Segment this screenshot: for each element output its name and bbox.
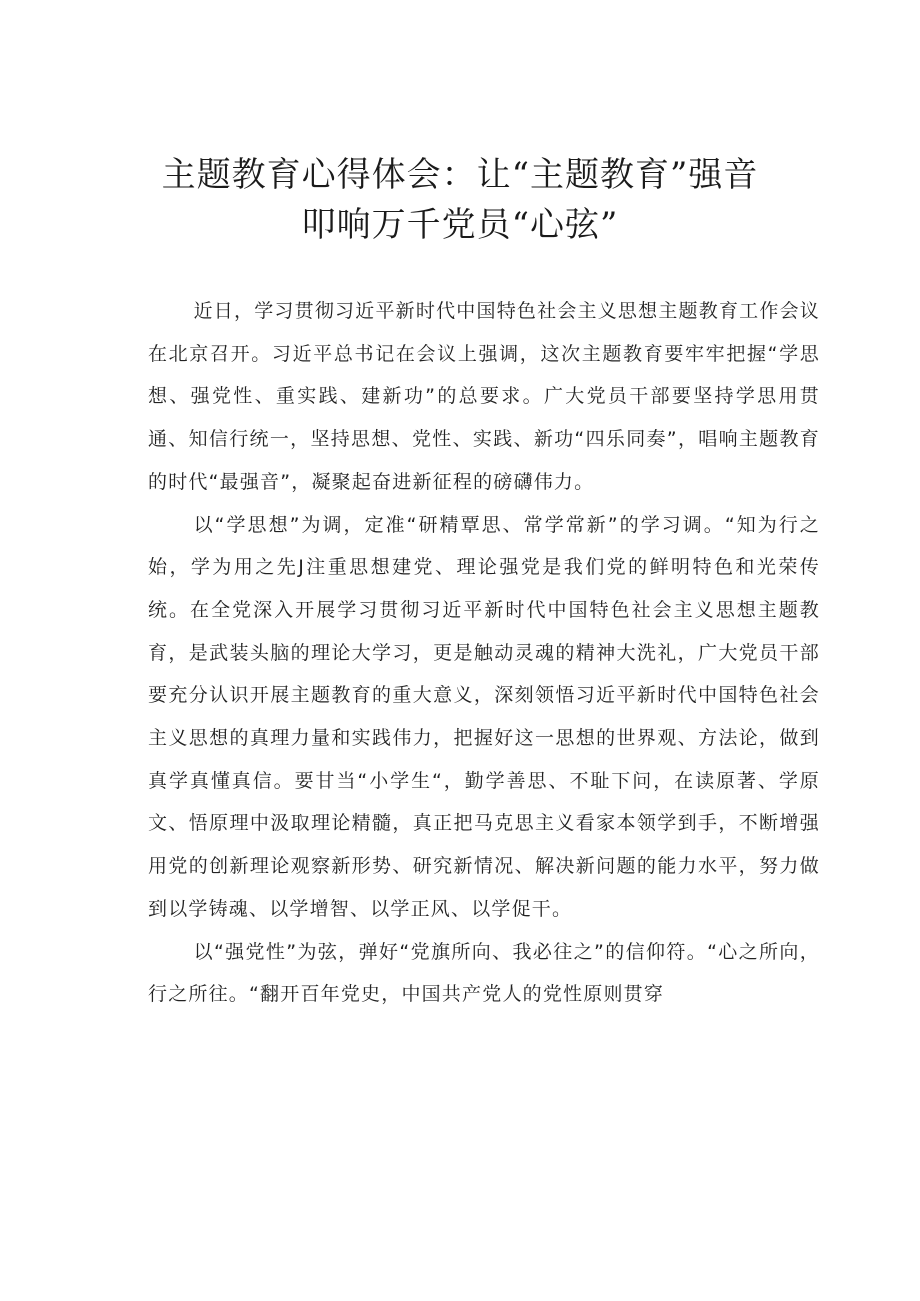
paragraph-party-spirit: 以“强党性”为弦，弹好“党旗所向、我必往之”的信仰符。“心之所向，行之所往。“翻开百年党史，中国共产党人的党性原则贯穿 <box>148 940 820 1006</box>
paragraph-intro: 近日，学习贯彻习近平新时代中国特色社会主义思想主题教育工作会议在北京召开。习近平总书记在会议上强调，这次主题教育要牢牢把握“学思想、强党性、重实践、建新功”的总要求。广大党员干部要坚持学思用贯通、知信行统一，坚持思想、党性、实践、新功“四乐同奏”，唱响主题教育的时代“最强音”，凝聚起奋进新征程的磅礴伟力。 <box>148 300 820 493</box>
document-body <box>148 290 820 1016</box>
title-line-2: 叩响万千党员“心弦” <box>301 205 619 245</box>
document-title <box>120 150 800 250</box>
paragraph-study-thought: 以“学思想”为调，定准“研精覃思、常学常新”的学习调。“知为行之始，学为用之先J注重思想建党、理论强党是我们党的鲜明特色和光荣传统。在全党深入开展学习贯彻习近平新时代中国特色社会主义思想主题教育，是武装头脑的理论大学习，更是触动灵魂的精神大洗礼，广大党员干部要充分认识开展主题教育的重大意义，深刻领悟习近平新时代中国特色社会主义思想的真理力量和实践伟力，把握好这一思想的世界观、方法论，做到真学真懂真信。要甘当“小学生“，勤学善思、不耻下问，在读原著、学原文、悟原理中汲取理论精髓，真正把马克思主义看家本领学到手，不断增强用党的创新理论观察新形势、研究新情况、解决新问题的能力水平，努力做到以学铸魂、以学增智、以学正风、以学促干。 <box>148 513 820 920</box>
title-line-1: 主题教育心得体会：让“主题教育”强音 <box>161 155 759 195</box>
